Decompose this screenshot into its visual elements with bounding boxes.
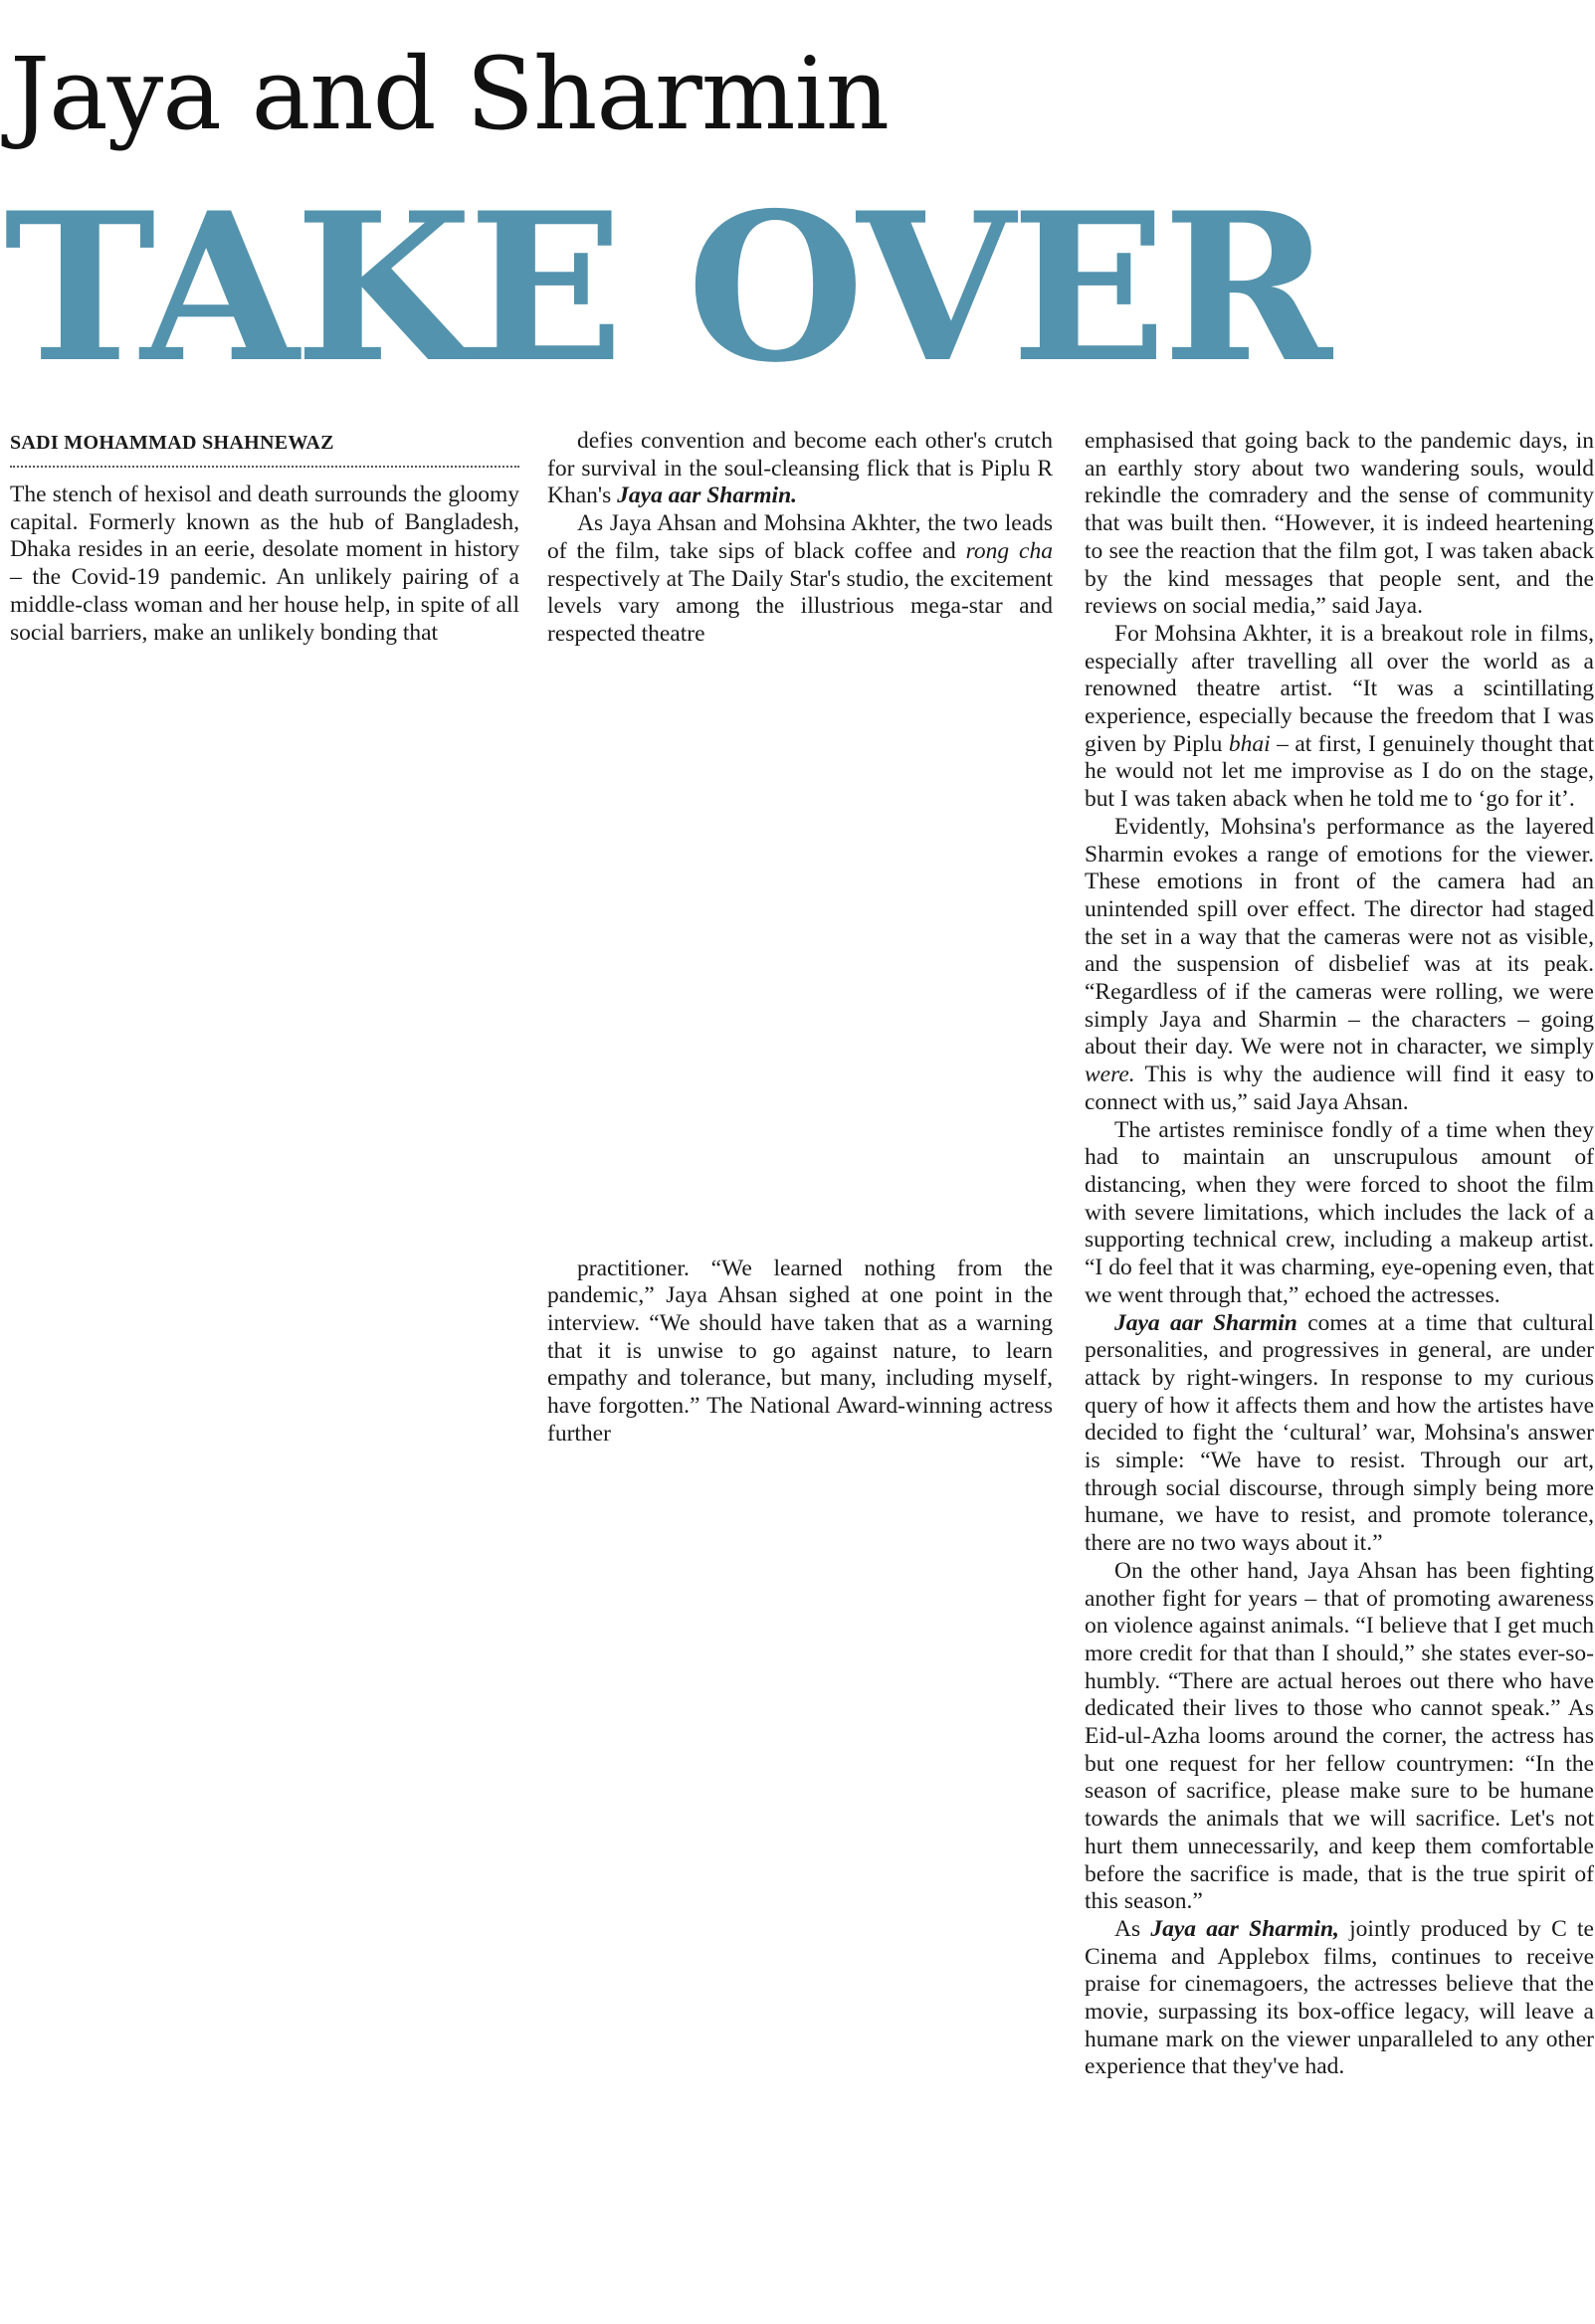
wrapped-text-block <box>547 649 1053 1449</box>
paragraph-culture <box>1085 1310 1594 1558</box>
text-run: Evidently, Mohsina's performance as the layered Sharmin evokes a range of emotions for the viewer. These emotions in front of the camera had an unintended spill over effect. The director had staged the set in a way that the cameras were not as visible, and the suspension of disbelief was at its peak. “Regardless of if the cameras were rolling, we were simply Jaya and Sharmin – the characters – going about their day. We were not in character, we simply <box>1085 813 1594 1061</box>
paragraph-reminisce: The artistes reminisce fondly of a time when they had to maintain an unscrupulous amount of distancing, when they were forced to shoot the film with severe limitations, which includes the lack of a supporting technical crew, including a makeup artist. “I do feel that it was charming, eye-opening even, that we went through that,” echoed the actresses. <box>1085 1116 1594 1308</box>
film-title: Jaya aar Sharmin <box>1114 1309 1297 1336</box>
headline-line-1: Jaya and Sharmin <box>10 36 889 152</box>
text-run: As Jaya Ahsan and Mohsina Akhter, the two leads of the film, take sips of black coffee and <box>547 510 1053 564</box>
film-title: Jaya aar Sharmin. <box>617 483 798 509</box>
text-run: – at first, I genuinely thought that he would not let me improvise as I do on the stage, but I was taken aback when he told me to ‘go for it’. <box>1085 730 1594 813</box>
text-run: As <box>1114 1915 1151 1942</box>
paragraph-intro: The stench of hexisol and death surrounds the gloomy capital. Formerly known as the hub of Bangladesh, Dhaka resides in an eerie, desolate moment in history – the Covid-19 pandemic. An unlikely pairing of a middle-class woman and her house help, in spite of all social barriers, make an unlikely bonding that <box>10 482 519 646</box>
text-run: For Mohsina Akhter, it is a breakout role in films, especially after travelling all over the world as a renowned theatre artist. “It was a scintillating experience, especially because the freedom that I was given by Piplu <box>1085 620 1594 757</box>
text-run: defies convention and become each other's crutch for survival in the soul-cleansing flick that is Piplu R Khan's <box>547 428 1053 509</box>
paragraph-leads <box>547 510 1053 649</box>
paragraph-continued <box>547 428 1053 510</box>
paragraph-animals: On the other hand, Jaya Ahsan has been fighting another fight for years – that of promoting awareness on violence against animals. “I believe that I get much more credit for that than I should,” she states ever-so-humbly. “There are actual heroes out there who have dedicated their lives to those who cannot speak.” As Eid-ul-Azha looms around the corner, the actress has but one request for her fellow countrymen: “In the season of sacrifice, please make sure to be humane towards the animals that we will sacrifice. Let's not hurt them unnecessarily, and keep them comfortable before the sacrifice is made, that is the true spirit of this season.” <box>1085 1557 1594 1915</box>
paragraph-closing <box>1085 1916 1594 2081</box>
text-run: jointly produced by C te Cinema and Applebox films, continues to receive praise for cinemagoers, the actresses believe that the movie, surpassing its box-office legacy, will leave a humane mark on the viewer unparalleled to any other experience that they've had. <box>1085 1915 1594 2080</box>
italic-term: were. <box>1085 1062 1135 1088</box>
paragraph-mohsina <box>1085 621 1594 814</box>
italic-term: rong cha <box>965 537 1053 564</box>
article-column-3 <box>1085 428 1594 2081</box>
article-column-1 <box>10 428 519 647</box>
paragraph-continued: emphasised that going back to the pandemic days, in an earthly story about two wandering souls, would rekindle the comradery and the sense of community that was built then. “However, it is indeed heartening to see the reaction that the film got, I was taken aback by the kind messages that people sent, and the reviews on social media,” said Jaya. <box>1085 428 1594 620</box>
byline: SADI MOHAMMAD SHAHNEWAZ <box>10 428 519 468</box>
text-run: This is why the audience will find it easy to connect with us,” said Jaya Ahsan. <box>1085 1062 1594 1115</box>
text-run: comes at a time that cultural personalities, and progressives in general, are under attack by right-wingers. In response to my curious query of how it affects them and how the artistes have decided to fight the ‘cultural’ war, Mohsina's answer is simple: “We have to resist. Through our art, through social discourse, through simply being more humane, we have to resist, and promote tolerance, there are no two ways about it.” <box>1085 1309 1594 1557</box>
image-cutout-space <box>547 649 1053 1256</box>
article-column-2 <box>547 428 1053 1449</box>
paragraph-performance <box>1085 814 1594 1117</box>
italic-term: bhai <box>1228 730 1271 757</box>
headline-line-2: TAKE OVER <box>4 169 1328 408</box>
paragraph-quote: practitioner. “We learned nothing from the pandemic,” Jaya Ahsan sighed at one point in the interview. “We should have taken that as a warning that it is unwise to go against nature, to learn empathy and tolerance, but many, including myself, have forgotten.” The National Award-winning actress further <box>547 1255 1053 1447</box>
film-title: Jaya aar Sharmin, <box>1150 1915 1339 1942</box>
text-run: respectively at The Daily Star's studio, the excitement levels vary among the illustrious mega-star and respected theatre <box>547 565 1053 647</box>
